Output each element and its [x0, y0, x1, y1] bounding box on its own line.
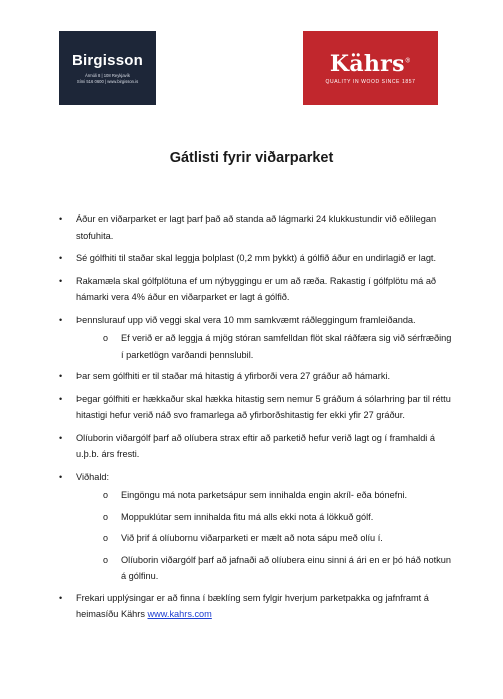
list-item-footer [59, 590, 454, 623]
bullet-icon: • [59, 214, 63, 224]
kahrs-brand [330, 51, 411, 77]
bullet-icon: • [59, 275, 63, 286]
list-item [59, 273, 454, 306]
maintenance-label: Viðhald: [76, 471, 110, 482]
circle-bullet-icon: o [103, 554, 109, 565]
bullet-icon: • [59, 592, 63, 603]
bullet-icon: • [59, 253, 63, 263]
list-item-text: Þennslurauf upp við veggi skal vera 10 mm samkvæmt ráðleggingum framleiðanda. [76, 314, 416, 325]
list-item [59, 391, 454, 424]
circle-bullet-icon: o [103, 333, 109, 343]
sub-list-item [59, 487, 454, 504]
list-item-text: Rakamæla skal gólfplötuna ef um nýbyggingu er um að ræða. Rakastig í gólfplötu má að hámarki vera 4% áður en viðarparket er lagt á gólfið. [76, 275, 437, 302]
sub-list-item-text: Ef verið er að leggja á mjög stóran samfelldan flöt skal ráðfæra sig við sérfræðing í parketlögn varðandi þennslubil. [121, 333, 452, 360]
checklist [59, 211, 454, 629]
sub-list-item-text: Moppuklútar sem innihalda fitu má alls ekki nota á lökkuð gólf. [121, 511, 374, 522]
sub-list-item-text: Við þrif á olíubornu viðarparketi er mælt að nota sápu með olíu í. [121, 533, 383, 543]
list-item [59, 430, 454, 463]
sub-list-item [59, 509, 454, 526]
kahrs-brand-text: Kährs [329, 51, 405, 77]
footer-text: Frekari upplýsingar er að finna í bæklíng sem fylgir hverjum parketpakka og jafnframt á heimasíðu Kährs [76, 592, 429, 619]
circle-bullet-icon: o [103, 533, 109, 543]
sub-list-item-text: Eingöngu má nota parketsápur sem innihalda engin akríl- eða bónefni. [121, 490, 408, 500]
list-item-text: Áður en viðarparket er lagt þarf það að standa að lágmarki 24 klukkustundir við eðlilegan stofuhita. [76, 214, 437, 241]
circle-bullet-icon: o [103, 511, 109, 522]
birgisson-logo [59, 31, 156, 105]
birgisson-brand: Birgisson [72, 52, 143, 70]
sub-list-item [59, 330, 454, 363]
list-item-text: Þegar gólfhiti er hækkaður skal hækka hitastig sem nemur 5 gráðum á sólarhring þar til réttu hitastigi hefur verið náð svo framarlega að yfirborðshitastig fer ekki yfir 27 gráður. [76, 393, 451, 420]
list-item-text: Þar sem gólfhiti er til staðar má hitastig á yfirborði vera 27 gráður að hámarki. [76, 371, 391, 381]
birgisson-address [77, 73, 138, 84]
birgisson-address-line1: Ármúli 8 | 108 Reykjavík [84, 73, 131, 79]
sub-list-item [59, 530, 454, 547]
birgisson-address-line2: Sími 516 0600 | www.birgisson.is [76, 78, 139, 84]
list-item [59, 250, 454, 267]
kahrs-tagline: QUALITY IN WOOD SINCE 1857 [325, 79, 416, 85]
kahrs-reg-mark: ® [404, 57, 412, 65]
list-item-text: Sé gólfhiti til staðar skal leggja þolplast (0,2 mm þykkt) á gólfið áður en undirlagið er lagt. [76, 253, 437, 263]
bullet-icon: • [59, 314, 63, 325]
kahrs-logo [303, 31, 438, 105]
sub-list-item [59, 552, 454, 585]
list-item [59, 211, 454, 244]
circle-bullet-icon: o [103, 490, 109, 500]
list-item [59, 368, 454, 385]
bullet-icon: • [59, 393, 63, 404]
list-item-text: Olíuborin viðargólf þarf að olíubera strax eftir að parketið hefur verið lagt og í framhaldi á u.þ.b. árs fresti. [76, 432, 436, 459]
page-title: Gátlisti fyrir viðarparket [169, 150, 334, 166]
list-item [59, 312, 454, 329]
list-item-maintenance [59, 469, 454, 486]
sub-list-item-text: Olíuborin viðargólf þarf að jafnaði að olíubera einu sinni á ári en er þó háð notkun á gólfinu. [121, 554, 451, 581]
kahrs-website-link[interactable]: www.kahrs.com [147, 609, 212, 619]
bullet-icon: • [59, 371, 63, 381]
bullet-icon: • [59, 471, 63, 482]
bullet-icon: • [59, 432, 63, 443]
